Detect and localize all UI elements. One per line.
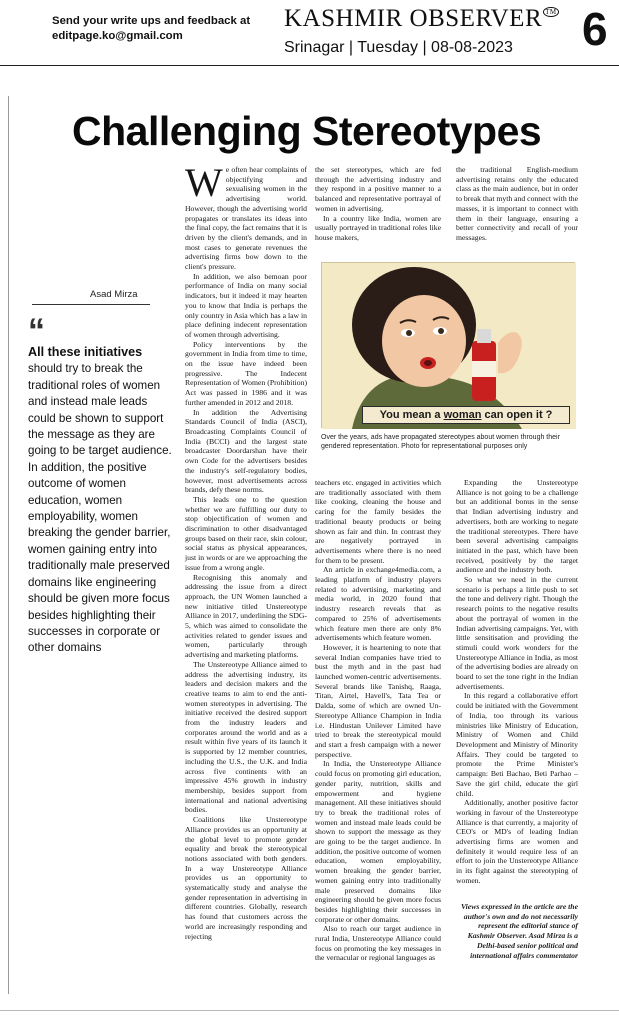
article-paragraph: Also to reach our target audience in rural India, Unstereotype Alliance could focus on promoting the key messages in the vernacular or regional languages as [315, 924, 441, 963]
contact-info [52, 14, 250, 44]
article-column-2-bottom [315, 478, 441, 1010]
article-paragraph: Policy interventions by the government in India from time to time, on the issue have indeed been progressive. The Indecent Representation of Women (Prohibition) Act was passed in 1986 and it was further amended in 2012 and 2018. [185, 339, 307, 407]
pull-quote-text: should try to break the traditional roles of women and instead male leads could be shown to support the message as they are going to be target audience. In addition, the positive outcome of women education, women employability, women breaking the gender barrier, women gaining entry into traditionally male preserved domains like engineering should be given more focus besides highlighting their successes in corporate or other domains [28, 362, 172, 655]
article-paragraph: In addition, we also bemoan poor performance of India on many social indicators, but it indeed it may hearten you to know that India is perhaps the only country in Asia which has a law in place defining indecent representation of women through advertising. [185, 271, 307, 339]
page-number: 6 [582, 3, 608, 55]
article-column-2-top [315, 165, 441, 261]
page-header [0, 0, 619, 66]
byline-divider [32, 304, 150, 305]
article-paragraph: We often hear complaints of objectifying and sexualising women in the advertising world. However, though the advertising world propagates or translates its ideas into the final copy, the fact remains that it is driven by the client's demands, and in most cases to generate revenues the advertising firms bow down to the client's pressure. [185, 160, 307, 272]
vintage-ad-photo [321, 262, 575, 428]
article-column-1 [185, 160, 307, 1010]
article-paragraph: Expanding the Unstereotype Alliance is not going to be a challenge but an additional bonus in the sense that Indian advertising industry and advertisers, both are working to negate the traditional stereotypes. There have been several advertising campaigns initiated in the past, which have been received, positively by the target audience and the industry both. [456, 478, 578, 575]
woman-with-ketchup-illustration [322, 263, 576, 429]
article-column-3-top [456, 165, 578, 261]
article-paragraph: An article in exchange4media.com, a leading platform of industry players related to advertising, marketing and media world, in 2020 found that industry research reveals that as compared to 25% of advertisements which feature men there are only 8% advertisements which feature women. [315, 565, 441, 643]
pull-quote [28, 344, 178, 657]
article-headline: Challenging Stereotypes [72, 108, 542, 154]
drop-cap: W [185, 160, 223, 205]
pull-quote-lead: All these initiatives [28, 345, 143, 359]
article-paragraph: In addition the Advertising Standards Council of India (ASCI), Broadcasting Complaints Council of India (BCCI) and the largest state broadcaster Doordarshan have their own Code for the advertisers besides the industry's self-regulatory bodies, however, most advertisements across brands, defy these norms. [185, 407, 307, 495]
ad-banner: You mean a woman can open it ? [362, 406, 570, 424]
article-paragraph: This leads one to the question whether we are fulfilling our duty to stop objectification of women and discrimination to other disadvantaged groups based on their race, skin colour, social status as physical appearances, just in words or are we approaching the issue from a wrong angle. [185, 494, 307, 572]
contact-line: Send your write ups and feedback at [52, 15, 251, 27]
article-paragraph: In a country like India, women are usually portrayed in traditional roles like house makers, [315, 213, 441, 242]
article-paragraph: Additionally, another positive factor working in favour of the Unstereotype Alliance is that currently, a majority of CEO's or MD's of leading Indian advertising firms are women and definitely it would require less of an effort to join the Unstereotype Alliance in its fight against the stereotyping of women. [456, 798, 578, 885]
article-column-3-bottom [456, 478, 578, 885]
trademark-icon: TM [545, 8, 557, 16]
paper-name-text: KASHMIR OBSERVER [284, 5, 543, 32]
article-paragraph: However, it is heartening to note that several Indian companies have tried to bust the myth and in the past had launched women-centric advertisements. Several brands like Tanishq, Raaga, Titan, Airtel, Havell's, Tata Tea or Dalda, some of which are owned Un-Stereotype Alliance Champion in India i.e. Hindustan Unilever Limited have tried to break the stereotypical mould and start a fresh campaign with a newer perspective. [315, 642, 441, 759]
article-paragraph: Recognising this anomaly and addressing the issue from a direct approach, the UN Women launched a new initiative titled Unstereotype Alliance in 2017, underlining the SDG-5, which was aimed to consolidate the activities related to gender issues and women, particularly through advertising and marketing platforms. [185, 572, 307, 660]
masthead [284, 5, 580, 58]
article-paragraph: teachers etc. engaged in activities which are traditionally associated with them like cooking, cleaning the house and caring for the family besides the traditional beauty products or being shown as fair and thin. In contrast they are negatively portrayed in advertisements where there is no need for them to be present. [315, 478, 441, 565]
page-bottom-divider [0, 1010, 619, 1011]
author-disclaimer: Views expressed in the article are the author's own and do not necessarily represent the editorial stance of Kashmir Observer. Asad Mirza is a Delhi-based senior political and international affairs commentator [460, 902, 578, 960]
article-paragraph: the traditional English-medium advertising retains only the educated class as the main audience, but in order to break that myth and connect with the masses, it is important to connect with them in their language, ensuring a better connectivity and recall of your messages. [456, 165, 578, 242]
article-paragraph: the set stereotypes, which are fed through the advertising industry and they respond in a positive manner to a balanced and representative portrayal of women in advertising. [315, 165, 441, 213]
paper-name [284, 5, 580, 38]
article-paragraph: In this regard a collaborative effort could be initiated with the Government of India, too through its various ministries like Ministry of Education, Ministry of Women and Child Development and Ministry of Minority Affairs. They could be targeted to promote the Prime Minister's campaign: Beti Bachao, Beti Parhao – Save the girl child, educate the girl child. [456, 691, 578, 798]
article-paragraph: Coalitions like Unstereotype Alliance provides us an opportunity at the global level to promote gender equality and break the stereotypical notions associated with both genders. In a way Unstereotype Alliance provides us an opportunity to systematically study and analyse the gender representation in advertising in different countries. Globally, research has found that customers across the world are increasingly responding and rejecting [185, 815, 307, 941]
column-divider [8, 96, 9, 994]
dateline: Srinagar | Tuesday | 08-08-2023 [284, 39, 513, 56]
contact-email: editpage.ko@gmail.com [52, 30, 183, 42]
photo-caption: Over the years, ads have propagated stereotypes about women through their gendered representation. Photo for representational purposes only [321, 434, 560, 450]
quote-mark-icon: “ [28, 312, 45, 350]
article-paragraph: In India, the Unstereotype Alliance could focus on promoting girl education, gender parity, nutrition, skills and empowerment and hygiene management. All these initiatives should try to break the traditional roles of women and instead male leads could be shown to support the message as they are going to be the target audience. In addition, the positive outcome of women education, women employability, women breaking the gender barrier, women gaining entry into traditionally male preserved domains like engineering should be given more focus besides highlighting their successes in corporate or other domains. [315, 759, 441, 924]
article-paragraph: The Unstereotype Alliance aimed to address the advertising industry, its leaders and decision makers and the creative teams to aim to end the anti-women stereotypes in advertising. The initiative received the desired support from the industry leaders and corporates around the world and as a result within five years of its launch it is supported by 12 member countries, including the U.S., the U.K. and India across five continents with an impressive 45% growth in industry membership, besides support from international and national advertising bodies. [185, 659, 307, 815]
byline: Asad Mirza [90, 289, 138, 300]
article-paragraph: So what we need in the current scenario is perhaps a little push to set the tone and delivery right. Though the research points to the negative results about the portrayal of women in the Indian advertising campaigns. Yet, with little sensitisation and providing the stimuli could work wonders for the Unstereotype Alliance in India, as most of the advertising bodies are already on board to set the tone right in the Indian advertisements. [456, 575, 578, 691]
